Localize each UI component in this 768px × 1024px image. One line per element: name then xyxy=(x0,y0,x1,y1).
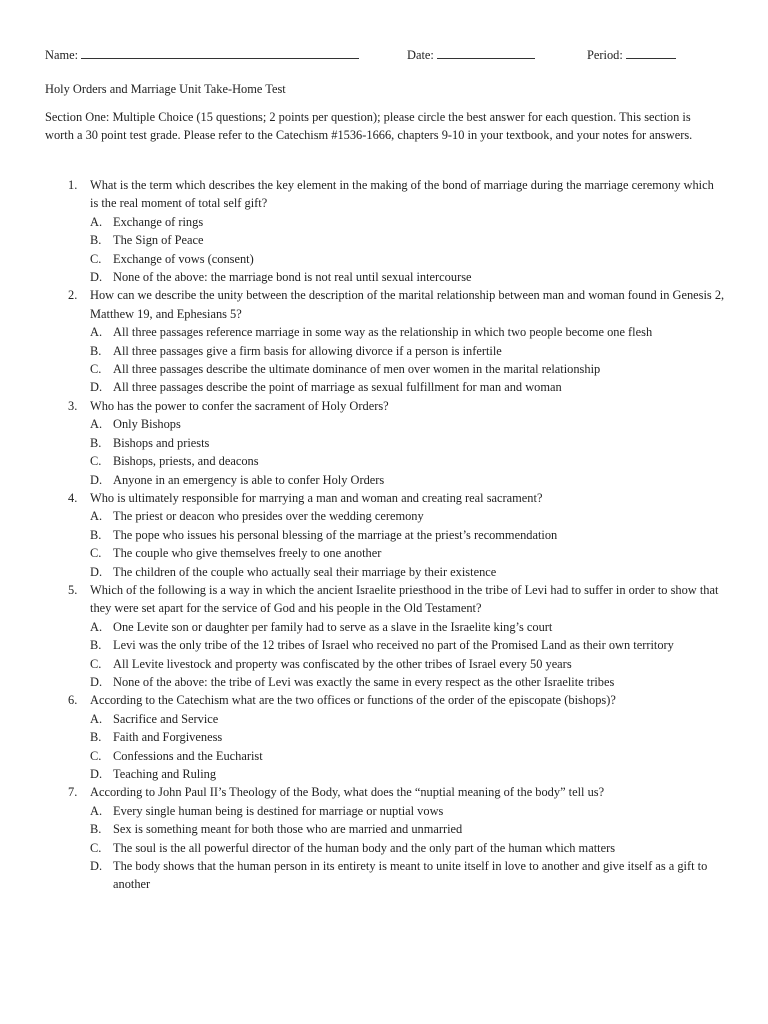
name-field xyxy=(45,45,359,64)
option-text: The children of the couple who actually seal their marriage by their existence xyxy=(113,564,497,579)
option-text: Bishops and priests xyxy=(113,435,210,450)
answer-option[interactable] xyxy=(45,636,725,654)
option-letter: C. xyxy=(90,454,102,469)
answer-options xyxy=(45,710,725,784)
option-letter: C. xyxy=(90,656,102,671)
option-text: The body shows that the human person in its entirety is meant to unite itself in love to another and give itself as a gift to another xyxy=(113,859,708,892)
section-instructions: Section One: Multiple Choice (15 questions; 2 points per question); please circle the best answer for each question. This section is worth a 30 point test grade. Please refer to the Catechism #1536-1666, chapters 9-10 in your textbook, and your notes for answers. xyxy=(45,110,693,143)
option-text: None of the above: the tribe of Levi was exactly the same in every respect as the other Israelite tribes xyxy=(113,674,615,689)
option-text: Anyone in an emergency is able to confer Holy Orders xyxy=(113,472,385,487)
option-letter: A. xyxy=(90,619,103,634)
answer-option[interactable] xyxy=(45,820,725,838)
period-label: Period: xyxy=(587,48,623,62)
option-text: Only Bishops xyxy=(113,417,181,432)
question-text: According to John Paul II’s Theology of the Body, what does the “nuptial meaning of the body” tell us? xyxy=(90,785,605,800)
question-number: 5. xyxy=(68,582,78,597)
answer-option[interactable] xyxy=(45,765,725,783)
question-text: How can we describe the unity between the description of the marital relationship between man and woman found in Genesis 2, Matthew 19, and Ephesians 5? xyxy=(90,288,725,321)
option-letter: B. xyxy=(90,638,102,653)
option-letter: B. xyxy=(90,343,102,358)
answer-option[interactable] xyxy=(45,618,725,636)
question-number: 4. xyxy=(68,490,78,505)
question-number: 7. xyxy=(68,785,78,800)
answer-option[interactable] xyxy=(45,213,725,231)
question-text: Who has the power to confer the sacrament of Holy Orders? xyxy=(90,398,389,413)
date-label: Date: xyxy=(407,48,434,62)
answer-option[interactable] xyxy=(45,655,725,673)
answer-option[interactable] xyxy=(45,268,725,286)
header-fields xyxy=(45,45,685,65)
answer-option[interactable] xyxy=(45,342,725,360)
test-title: Holy Orders and Marriage Unit Take-Home Test xyxy=(45,82,286,96)
answer-option[interactable] xyxy=(45,857,725,894)
answer-option[interactable] xyxy=(45,250,725,268)
question-list xyxy=(45,176,725,894)
answer-options xyxy=(45,213,725,287)
option-letter: D. xyxy=(90,859,103,874)
question-item xyxy=(45,581,725,618)
question-text: Which of the following is a way in which the ancient Israelite priesthood in the tribe of Levi had to suffer in order to show that they were set apart for the service of God and his people in the Old Testament? xyxy=(90,582,719,616)
option-text: Confessions and the Eucharist xyxy=(113,748,263,763)
answer-option[interactable] xyxy=(45,323,725,341)
option-text: Bishops, priests, and deacons xyxy=(113,454,259,469)
option-text: The couple who give themselves freely to one another xyxy=(113,546,382,561)
option-text: Every single human being is destined for marriage or nuptial vows xyxy=(113,803,444,818)
question-item xyxy=(45,783,725,801)
option-letter: A. xyxy=(90,214,103,229)
date-blank xyxy=(437,45,535,59)
answer-option[interactable] xyxy=(45,802,725,820)
question-text: What is the term which describes the key element in the making of the bond of marriage during the marriage ceremony which is the real moment of total self gift? xyxy=(90,178,714,211)
option-letter: C. xyxy=(90,840,102,855)
option-letter: B. xyxy=(90,527,102,542)
answer-option[interactable] xyxy=(45,360,725,378)
answer-option[interactable] xyxy=(45,434,725,452)
question-text: According to the Catechism what are the two offices or functions of the order of the episcopate (bishops)? xyxy=(90,693,616,708)
option-text: The pope who issues his personal blessing of the marriage at the priest’s recommendation xyxy=(113,527,558,542)
question-item xyxy=(45,691,725,709)
answer-options xyxy=(45,507,725,581)
question-item xyxy=(45,176,725,213)
option-letter: A. xyxy=(90,325,103,340)
option-text: The priest or deacon who presides over the wedding ceremony xyxy=(113,509,424,524)
question-number: 1. xyxy=(68,178,78,192)
option-letter: D. xyxy=(90,472,103,487)
option-text: The soul is the all powerful director of the human body and the only part of the human which matters xyxy=(113,840,616,855)
name-blank xyxy=(81,45,359,59)
answer-options xyxy=(45,415,725,489)
option-letter: D. xyxy=(90,767,103,781)
answer-option[interactable] xyxy=(45,710,725,728)
answer-option[interactable] xyxy=(45,728,725,746)
answer-option[interactable] xyxy=(45,747,725,765)
option-letter: B. xyxy=(90,233,102,248)
answer-option[interactable] xyxy=(45,544,725,562)
option-text: Sex is something meant for both those who are married and unmarried xyxy=(113,822,463,837)
period-blank xyxy=(626,45,676,59)
option-text: Exchange of vows (consent) xyxy=(113,251,254,266)
option-text: All three passages describe the ultimate dominance of men over women in the marital relationship xyxy=(113,362,601,377)
option-text: Sacrifice and Service xyxy=(113,711,219,726)
period-field xyxy=(587,45,676,64)
question-number: 3. xyxy=(68,398,78,413)
question-item xyxy=(45,489,725,507)
option-text: The Sign of Peace xyxy=(113,233,204,248)
answer-option[interactable] xyxy=(45,471,725,489)
option-letter: A. xyxy=(90,803,103,818)
answer-option[interactable] xyxy=(45,452,725,470)
answer-options xyxy=(45,618,725,692)
answer-option[interactable] xyxy=(45,507,725,525)
option-letter: A. xyxy=(90,417,103,432)
option-letter: D. xyxy=(90,380,103,395)
option-text: Teaching and Ruling xyxy=(113,767,217,781)
question-item xyxy=(45,286,725,323)
option-letter: B. xyxy=(90,435,102,450)
answer-option[interactable] xyxy=(45,673,725,691)
answer-option[interactable] xyxy=(45,563,725,581)
name-label: Name: xyxy=(45,48,79,62)
answer-options xyxy=(45,323,725,397)
answer-options xyxy=(45,802,725,894)
option-text: All three passages describe the point of marriage as sexual fulfillment for man and woman xyxy=(113,380,562,395)
option-text: Faith and Forgiveness xyxy=(113,730,223,745)
option-text: All Levite livestock and property was confiscated by the other tribes of Israel every 50 years xyxy=(113,656,572,671)
option-text: One Levite son or daughter per family had to serve as a slave in the Israelite king’s court xyxy=(113,619,553,634)
answer-option[interactable] xyxy=(45,378,725,396)
answer-option[interactable] xyxy=(45,526,725,544)
question-number: 2. xyxy=(68,288,78,303)
option-letter: C. xyxy=(90,546,102,561)
option-letter: D. xyxy=(90,564,103,579)
option-letter: B. xyxy=(90,730,102,745)
answer-option[interactable] xyxy=(45,231,725,249)
option-letter: A. xyxy=(90,711,103,726)
question-item xyxy=(45,397,725,415)
option-letter: B. xyxy=(90,822,102,837)
answer-option[interactable] xyxy=(45,839,725,857)
answer-option[interactable] xyxy=(45,415,725,433)
date-field xyxy=(407,45,535,64)
option-letter: C. xyxy=(90,362,102,377)
option-text: Levi was the only tribe of the 12 tribes of Israel who received no part of the Promised Land as their own territory xyxy=(113,638,674,653)
option-letter: D. xyxy=(90,674,103,689)
option-letter: C. xyxy=(90,748,102,763)
option-text: Exchange of rings xyxy=(113,214,204,229)
option-letter: C. xyxy=(90,251,102,266)
option-letter: A. xyxy=(90,509,103,524)
option-text: All three passages reference marriage in some way as the relationship in which two people become one flesh xyxy=(113,325,653,340)
question-number: 6. xyxy=(68,693,78,708)
option-text: None of the above: the marriage bond is not real until sexual intercourse xyxy=(113,270,472,285)
option-text: All three passages give a firm basis for allowing divorce if a person is infertile xyxy=(113,343,502,358)
question-text: Who is ultimately responsible for marrying a man and woman and creating real sacrament? xyxy=(90,490,543,505)
option-letter: D. xyxy=(90,270,103,285)
